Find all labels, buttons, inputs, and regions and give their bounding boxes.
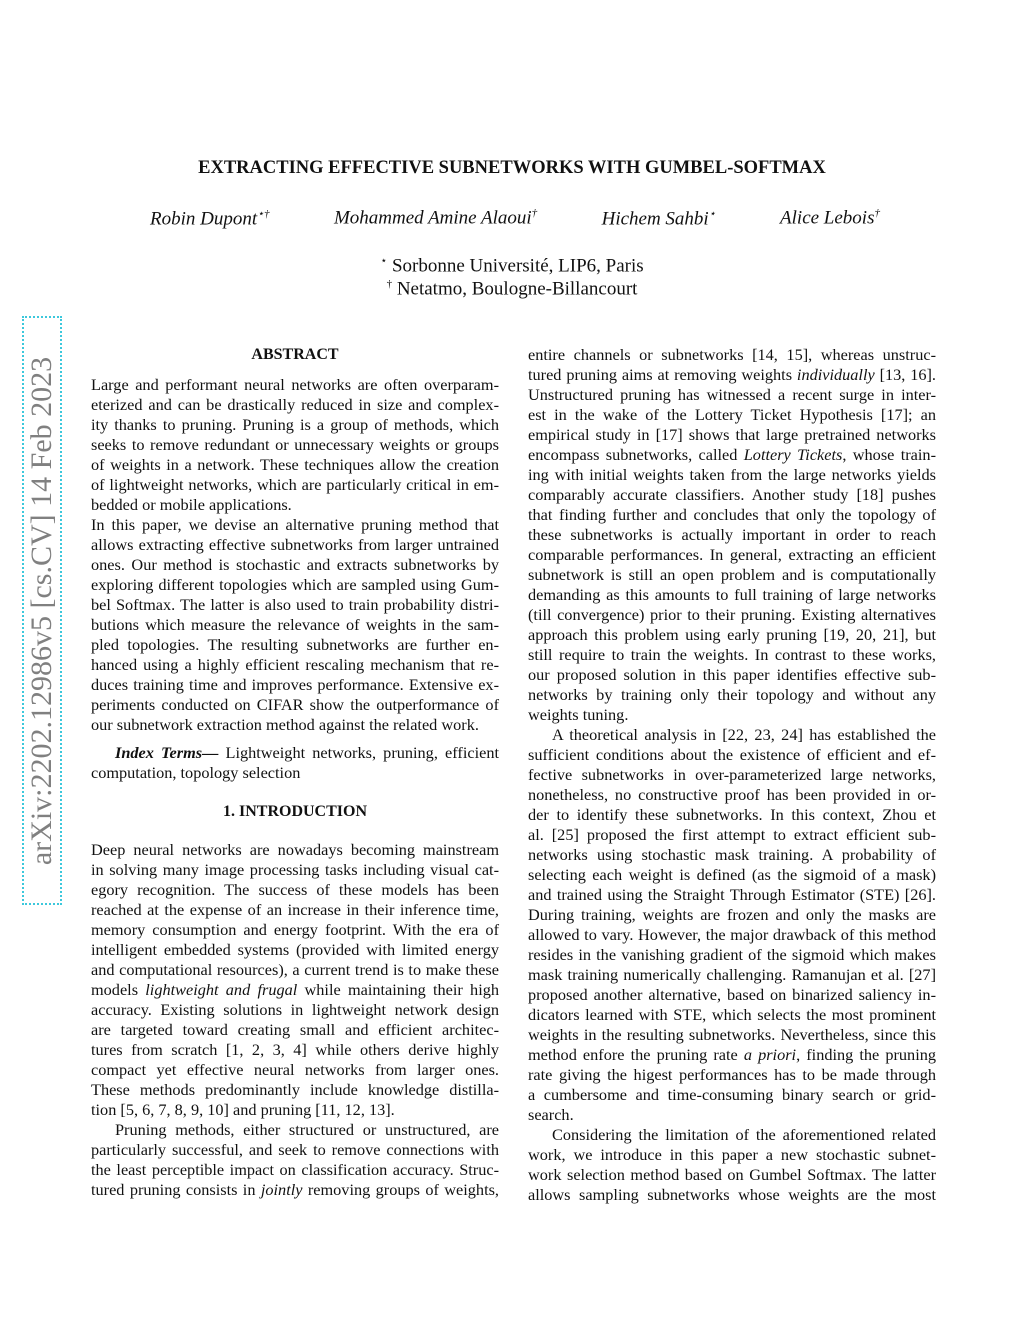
affiliation: [0, 278, 1024, 300]
author: [334, 207, 537, 230]
author: [150, 207, 270, 230]
text-line: that finding further and concludes that only the topology of: [528, 505, 936, 524]
text-line: selecting each weight is defined (as the sigmoid of a mask): [528, 865, 936, 884]
text-line: a cumbersome and time-consuming binary search or grid-: [528, 1085, 936, 1104]
text-line: tion [5, 6, 7, 8, 9, 10] and pruning [11, 12, 13].: [91, 1100, 395, 1119]
index-terms: [91, 743, 499, 763]
text-line: tured pruning aims at removing weights individually [13, 16].: [528, 365, 937, 384]
text-line: allows extracting effective subnetworks from larger untrained: [91, 535, 499, 554]
text-line: eterized and can be drastically reduced in size and complex-: [91, 395, 499, 414]
text-line: hanced using a highly efficient rescaling mechanism that re-: [91, 655, 499, 674]
right-column: [528, 345, 936, 1205]
text-line: Deep neural networks are nowadays becoming mainstream: [91, 840, 499, 859]
text-line: entire channels or subnetworks [14, 15], whereas unstruc-: [528, 345, 936, 364]
text-line: (till convergence) prior to their pruning. Existing alternatives: [528, 605, 936, 624]
text-line: our proposed solution in this paper identifies effective sub-: [528, 665, 936, 684]
text-line: work selection method based on Gumbel Softmax. The latter: [528, 1165, 936, 1184]
text-line: are targeted toward creating small and efficient architec-: [91, 1020, 499, 1039]
text-line: nonetheless, no constructive proof has been provided in or-: [528, 785, 936, 804]
text-line: butions which measure the relevance of weights in the sam-: [91, 615, 499, 634]
text-line: exploring different topologies which are sampled using Gum-: [91, 575, 499, 594]
text-line: networks by training only their topology and without any: [528, 685, 936, 704]
affiliation: [0, 254, 1024, 277]
text-line: weights in the resulting subnetworks. Nevertheless, since this: [528, 1025, 936, 1044]
text-line: search.: [528, 1105, 574, 1124]
text-line: networks using stochastic mask training. A probability of: [528, 845, 936, 864]
affiliation-text: Sorbonne Université, LIP6, Paris: [387, 255, 644, 277]
text-line: bel Softmax. The latter is also used to train probability distri-: [91, 595, 499, 614]
abstract-heading: ABSTRACT: [251, 346, 339, 363]
text-line: empirical study in [17] shows that large pretrained networks: [528, 425, 936, 444]
author-name: Mohammed Amine Alaoui: [333, 207, 532, 229]
text-line: work, we introduce in this paper a new stochastic subnet-: [528, 1145, 936, 1164]
text-line: duces training time and improves performance. Extensive ex-: [91, 675, 499, 694]
text-line: Pruning methods, either structured or unstructured, are: [115, 1120, 499, 1139]
paragraph: [91, 840, 499, 1120]
text-line: subnetwork is still an open problem and is computationally: [528, 565, 936, 584]
paragraph: [528, 725, 936, 1125]
text-line: and computational resources), a current trend is to make these: [91, 960, 499, 979]
text-line: bedded or mobile applications.: [91, 495, 292, 514]
introduction-body-continued: [528, 345, 936, 1205]
paragraph: [91, 375, 499, 515]
arxiv-id-text: arXiv:2202.12986v5 [cs.CV] 14 Feb 2023: [25, 356, 58, 865]
text-line: During training, weights are frozen and only the masks are: [528, 905, 936, 924]
text-line: resides in the vanishing gradient of the sigmoid which makes: [528, 945, 936, 964]
text-line: method enfore the pruning rate a priori, finding the pruning: [528, 1045, 937, 1064]
text-line: reached at the expense of an increase in their inference time,: [91, 900, 499, 919]
author-mark: †: [531, 207, 538, 219]
paragraph: [91, 1120, 499, 1200]
abstract-body: [91, 375, 499, 735]
text-line: proposed another alternative, based on binarized saliency in-: [528, 985, 936, 1004]
text-line: der to identify these subnetworks. In this context, Zhou et: [528, 805, 936, 824]
text-line: demanding as this amounts to full training of large networks: [528, 585, 936, 604]
text-line: ones. Our method is stochastic and extracts subnetworks by: [91, 555, 499, 574]
index-terms-text: Lightweight networks, pruning, efficient: [218, 743, 499, 762]
emphasis: Lottery Tickets: [743, 445, 843, 464]
text-line: seeks to remove redundant or unnecessary weights or groups: [91, 435, 499, 454]
text-line: allows sampling subnetworks whose weights are the most: [528, 1185, 936, 1204]
text-line: our subnetwork extraction method against the related work.: [91, 715, 479, 734]
left-column: [91, 345, 499, 1200]
text-line: periments conducted on CIFAR show the outperformance of: [91, 695, 499, 714]
paper-title: EXTRACTING EFFECTIVE SUBNETWORKS WITH GUMBEL-SOFTMAX: [198, 158, 826, 178]
author-name: Alice Lebois: [780, 207, 875, 229]
text-line: accuracy. Existing solutions in lightweight network design: [91, 1000, 499, 1019]
text-line: still require to train the weights. In contrast to these works,: [528, 645, 936, 664]
author-mark: ⋆: [708, 208, 716, 220]
author: [780, 207, 880, 230]
text-line: compact yet effective neural networks from larger ones.: [91, 1060, 499, 1079]
emphasis: lightweight and frugal: [145, 980, 298, 999]
text-line: of lightweight networks, which are particularly critical in em-: [91, 475, 499, 494]
text-line: allowed to vary. However, the major drawback of this method: [528, 925, 936, 944]
affiliation-mark: ⋆: [380, 255, 388, 267]
text-line: intelligent embedded systems (provided with limited energy: [91, 940, 499, 959]
index-terms-label: Index Terms—: [115, 743, 219, 762]
text-line: est in the wake of the Lottery Ticket Hypothesis [17]; an: [528, 405, 936, 424]
text-line: In this paper, we devise an alternative pruning method that: [91, 515, 499, 534]
emphasis: individually: [796, 365, 875, 384]
intro-heading: 1. INTRODUCTION: [222, 803, 367, 820]
text-line: in solving many image processing tasks including visual cat-: [91, 860, 499, 879]
text-line: ity thanks to pruning. Pruning is a group of methods, which: [91, 415, 499, 434]
emphasis: a priori: [743, 1045, 797, 1064]
text-line: Unstructured pruning has witnessed a recent surge in inter-: [528, 385, 936, 404]
text-line: approach this problem using early pruning [19, 20, 21], but: [528, 625, 936, 644]
text-line: Considering the limitation of the aforementioned related: [552, 1125, 936, 1144]
text-line: rate giving the higest performances has to be made through: [528, 1065, 936, 1084]
text-line: These methods predominantly include knowledge distilla-: [91, 1080, 499, 1099]
text-line: tured pruning consists in jointly removing groups of weights,: [91, 1180, 499, 1199]
author-mark: ⋆†: [257, 208, 270, 220]
text-line: sufficient conditions about the existence of efficient and ef-: [528, 745, 936, 764]
text-line: models lightweight and frugal while maintaining their high: [91, 980, 499, 999]
introduction-body: [91, 840, 499, 1200]
author-name: Robin Dupont: [150, 208, 258, 230]
text-line: encompass subnetworks, called Lottery Tickets, whose train-: [528, 445, 936, 464]
text-line: egory recognition. The success of these models has been: [91, 880, 499, 899]
text-line: memory consumption and energy footprint. With the era of: [91, 920, 499, 939]
text-line: these subnetworks is actually important in order to reach: [528, 525, 936, 544]
text-line: fective subnetworks in over-parameterized large networks,: [528, 765, 936, 784]
text-line: tures from scratch [1, 2, 3, 4] while others derive highly: [91, 1040, 499, 1059]
text-line: al. [25] proposed the first attempt to extract efficient sub-: [528, 825, 936, 844]
text-line: particularly successful, and seek to remove connections with: [91, 1140, 499, 1159]
paragraph: [528, 1125, 936, 1205]
affiliation-mark: †: [386, 278, 393, 290]
text-line: mask training numerically challenging. Ramanujan et al. [27]: [528, 965, 936, 984]
text-line: comparable performances. In general, extracting an efficient: [528, 545, 936, 564]
text-line: Large and performant neural networks are often overparam-: [91, 375, 499, 394]
paragraph: [91, 515, 499, 735]
index-terms-cont: computation, topology selection: [91, 763, 301, 782]
text-line: weights tuning.: [528, 705, 629, 724]
text-line: comparably accurate classifiers. Another study [18] pushes: [528, 485, 936, 504]
text-line: of weights in a network. These techniques allow the creation: [91, 455, 499, 474]
author: [602, 207, 716, 230]
text-line: A theoretical analysis in [22, 23, 24] has established the: [552, 725, 936, 744]
paragraph: [528, 345, 936, 725]
text-line: and trained using the Straight Through Estimator (STE) [26].: [528, 885, 936, 904]
text-line: pled topologies. The resulting subnetworks are further en-: [91, 635, 499, 654]
affiliation-text: Netatmo, Boulogne-Billancourt: [392, 278, 638, 300]
author-list: [150, 207, 880, 230]
author-name: Hichem Sahbi: [601, 208, 709, 230]
text-line: dicators learned with STE, which selects the most prominent: [528, 1005, 936, 1024]
arxiv-identifier-stamp: [22, 316, 62, 905]
text-line: the least perceptible impact on classification accuracy. Struc-: [91, 1160, 499, 1179]
emphasis: jointly: [260, 1180, 303, 1199]
author-mark: †: [874, 207, 880, 219]
text-line: ing with initial weights taken from the large networks yields: [528, 465, 936, 484]
